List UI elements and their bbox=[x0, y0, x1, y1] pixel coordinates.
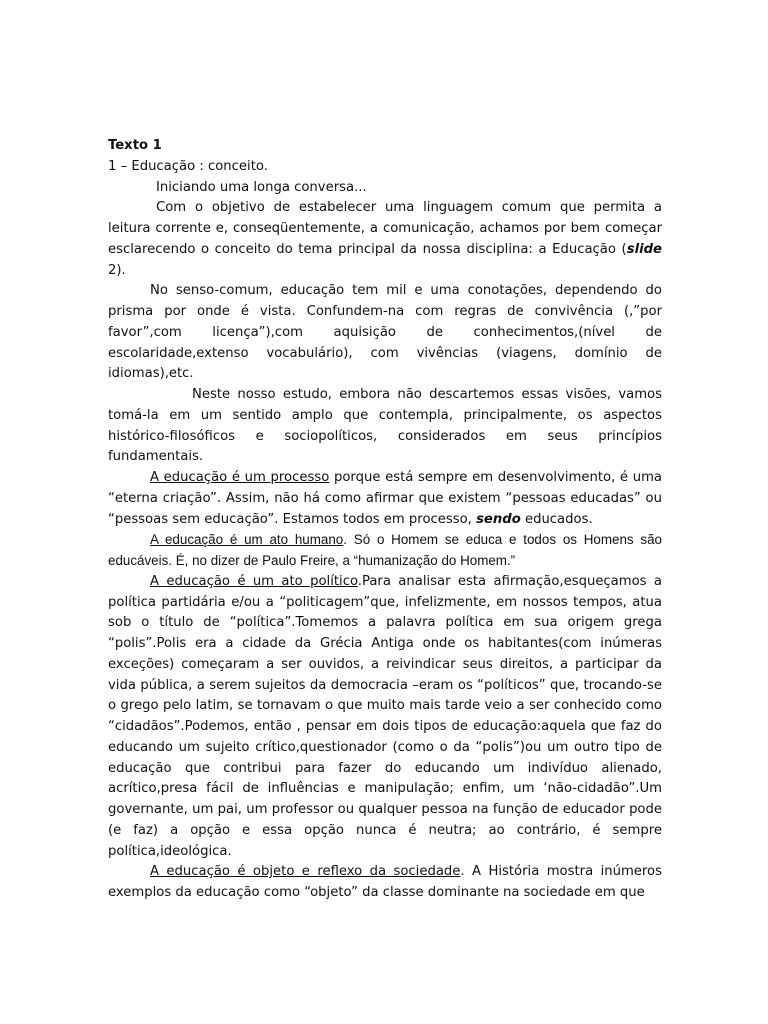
paragraph-processo bbox=[108, 468, 662, 530]
heading-sociedade: A educação é objeto e reflexo da sociedade bbox=[150, 864, 461, 880]
paragraph-processo-end: educados. bbox=[520, 511, 593, 527]
paragraph-ato-humano-text: . Só o Homem se educa e todos os Homens são educáveis. É, no dizer de Paulo Freire, a “humanização do Homem.” bbox=[108, 532, 662, 568]
slide-emphasis: slide bbox=[626, 241, 662, 257]
heading-ato-politico: A educação é um ato político bbox=[150, 573, 358, 589]
document-page bbox=[108, 136, 662, 904]
heading-processo: A educação é um processo bbox=[150, 470, 330, 485]
section-heading: 1 – Educação : conceito. bbox=[108, 158, 268, 174]
paragraph-sociedade-text: . A História mostra inúmeros exemplos da educação como “objeto” da classe dominante na sociedade em que bbox=[108, 864, 662, 900]
paragraph-processo-text: porque está sempre em desenvolvimento, é uma “eterna criação”. Assim, não há como afirmar que existem “pessoas educadas” ou “pessoas sem educação”. Estamos todos em processo, bbox=[108, 470, 662, 527]
intro-line: Iniciando uma longa conversa... bbox=[156, 179, 367, 195]
paragraph-ato-politico bbox=[108, 572, 662, 863]
paragraph-sociedade bbox=[108, 862, 662, 904]
paragraph-objective bbox=[108, 198, 662, 281]
paragraph-senso-comum: No senso-comum, educação tem mil e uma conotações, dependendo do prisma por onde é vista. Confundem-na com regras de convivência (,”por favor”,com licença”),com aquisição de conhecimentos,(nível de escolaridade,extenso vocabulário), com vivências (viagens, domínio de idiomas),etc. bbox=[108, 283, 662, 382]
sendo-emphasis: sendo bbox=[476, 511, 521, 527]
paragraph-ato-humano bbox=[108, 530, 662, 572]
heading-ato-humano: A educação é um ato humano bbox=[150, 532, 344, 548]
document-title: Texto 1 bbox=[108, 138, 162, 153]
paragraph-objective-text: Com o objetivo de estabelecer uma linguagem comum que permita a leitura corrente e, conseqüentemente, a comunicação, achamos por bem começar esclarecendo o conceito do tema principal da nossa disciplina: a Educação ( bbox=[108, 200, 662, 257]
paragraph-objective-end: 2). bbox=[108, 262, 126, 278]
paragraph-ato-politico-text: .Para analisar esta afirmação,esqueçamos a política partidária e/ou a “politicagem”que, infelizmente, em nossos tempos, atua sob o título de “política”.Tomemos a palavra política em sua origem grega “polis”.Polis era a cidade da Grécia Antiga onde os habitantes(com inúmeras exceções) começaram a ser ouvidos, a reivindicar seus direitos, a participar da vida pública, a serem sujeitos da democracia –eram os “políticos” que, trocando-se o grego pelo latim, se tornavam o que muito mais tarde veio a ser conhecido como “cidadãos”.Podemos, então , pensar em dois tipos de educação:aquela que faz do educando um sujeito crítico,questionador (como o da “polis”)ou um outro tipo de educação que contribui para fazer do educando um indivíduo alienado, acrítico,presa fácil de influências e manipulação; enfim, um ‘não-cidadão”.Um governante, um pai, um professor ou qualquer pessoa na função de educador pode (e faz) a opção e essa opção nunca é neutra; ao contrário, é sempre política,ideológica. bbox=[108, 573, 663, 859]
paragraph-estudo: Neste nosso estudo, embora não descartemos essas visões, vamos tomá-la em um sentido amplo que contempla, principalmente, os aspectos histórico-filosóficos e sociopolíticos, considerados em seus princípios fundamentais. bbox=[108, 387, 662, 465]
